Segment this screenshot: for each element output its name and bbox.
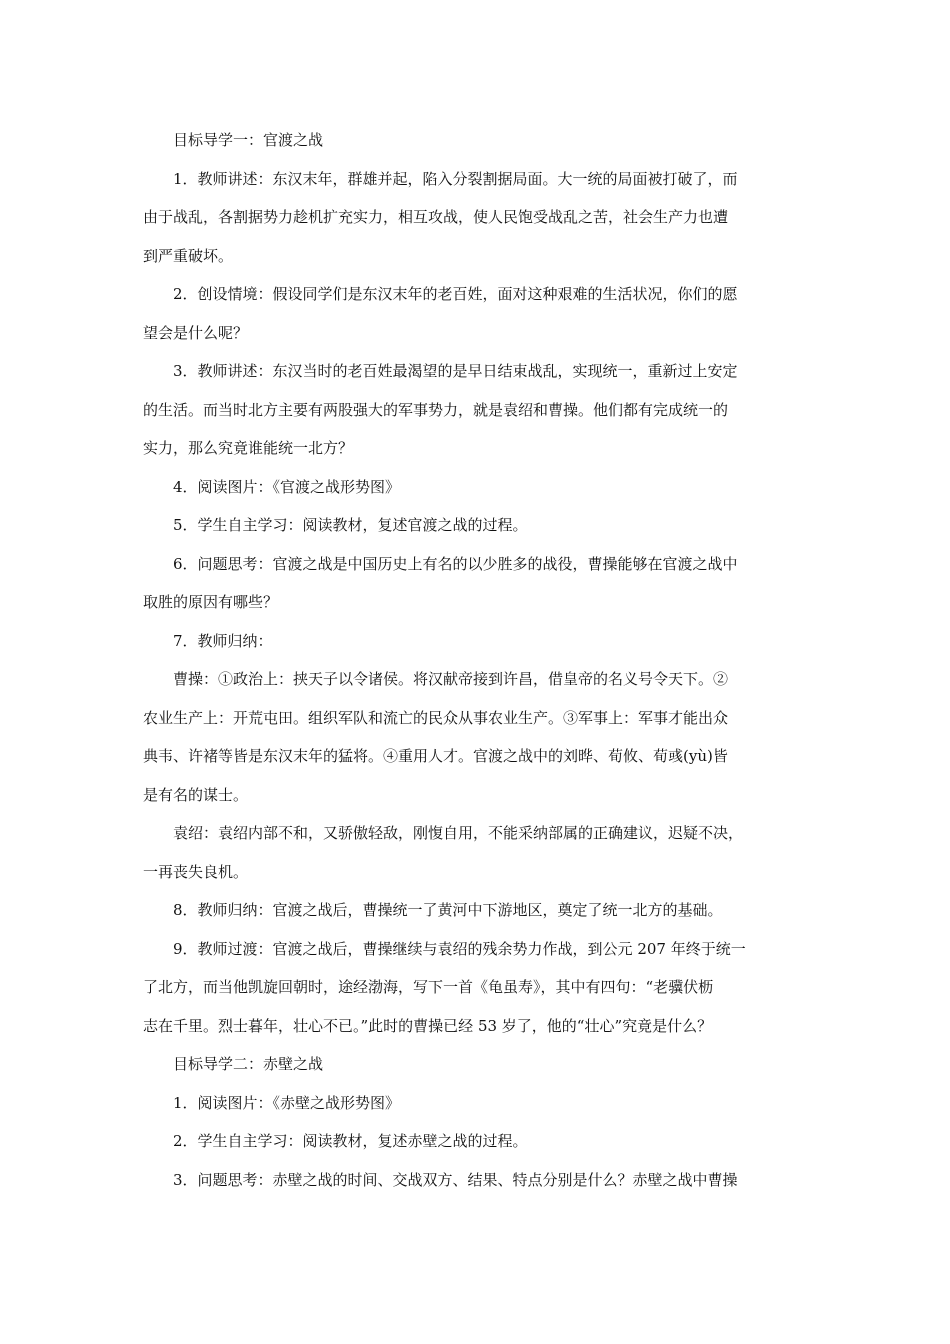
text-line: 8．教师归纳：官渡之战后，曹操统一了黄河中下游地区，奠定了统一北方的基础。: [173, 901, 723, 919]
paragraph: [143, 545, 809, 622]
text-line: 3．问题思考：赤壁之战的时间、交战双方、结果、特点分别是什么？赤壁之战中曹操: [173, 1170, 738, 1189]
text-line: 2．创设情境：假设同学们是东汉末年的老百姓，面对这种艰难的生活状况，你们的愿: [173, 285, 738, 303]
text-line: 曹操：①政治上：挟天子以令诸侯。将汉献帝接到许昌，借皇帝的名义号令天下。②: [173, 670, 729, 688]
text-line: 是有名的谋士。: [143, 785, 249, 804]
paragraph: [143, 160, 809, 276]
text-line: 2．学生自主学习：阅读教材，复述赤壁之战的过程。: [173, 1132, 528, 1150]
text-line: 9．教师过渡：官渡之战后，曹操继续与袁绍的残余势力作战，到公元 207 年终于统一: [173, 939, 746, 958]
paragraph: [143, 891, 809, 930]
section-heading: [143, 1045, 809, 1084]
paragraph: [143, 930, 809, 1046]
text-line: 志在千里。烈士暮年，壮心不已。”此时的曹操已经 53 岁了，他的“壮心”究竟是什么？: [143, 1016, 713, 1035]
paragraph: [143, 468, 809, 507]
text-line: 由于战乱，各割据势力趁机扩充实力，相互攻战，使人民饱受战乱之苦，社会生产力也遭: [143, 208, 729, 226]
text-line: 农业生产上：开荒屯田。组织军队和流亡的民众从事农业生产。③军事上：军事才能出众: [143, 708, 729, 727]
text-line: 3．教师讲述：东汉当时的老百姓最渴望的是早日结束战乱，实现统一，重新过上安定: [173, 362, 738, 380]
text-line: 实力，那么究竟谁能统一北方？: [143, 439, 354, 457]
paragraph: [143, 506, 809, 545]
section-heading: [143, 121, 809, 160]
paragraph: [143, 1122, 809, 1161]
text-line: 目标导学二：赤壁之战: [173, 1055, 324, 1073]
text-line: 的生活。而当时北方主要有两股强大的军事势力，就是袁绍和曹操。他们都有完成统一的: [143, 400, 729, 419]
document-body: [143, 121, 809, 1199]
paragraph: [143, 1161, 809, 1200]
text-line: 了北方，而当他凯旋回朝时，途经渤海，写下一首《龟虽寿》，其中有四句：“老骥伏枥: [143, 978, 714, 996]
text-line: 典韦、许褚等皆是东汉末年的猛将。④重用人才。官渡之战中的刘晔、荀攸、荀彧(yù)皆: [143, 747, 728, 765]
paragraph: [143, 275, 809, 352]
text-line: 1．阅读图片：《赤壁之战形势图》: [173, 1093, 401, 1112]
text-line: 取胜的原因有哪些？: [143, 593, 279, 611]
paragraph: [143, 660, 809, 814]
text-line: 5．学生自主学习：阅读教材，复述官渡之战的过程。: [173, 516, 528, 534]
text-line: 1．教师讲述：东汉末年，群雄并起，陷入分裂割据局面。大一统的局面被打破了，而: [173, 169, 738, 188]
paragraph: [143, 814, 809, 891]
text-line: 一再丧失良机。: [143, 862, 249, 881]
text-line: 袁绍：袁绍内部不和，又骄傲轻敌，刚愎自用，不能采纳部属的正确建议，迟疑不决，: [173, 824, 744, 842]
text-line: 6．问题思考：官渡之战是中国历史上有名的以少胜多的战役，曹操能够在官渡之战中: [173, 554, 738, 573]
text-line: 4．阅读图片：《官渡之战形势图》: [173, 477, 401, 496]
paragraph: [143, 622, 809, 661]
text-line: 望会是什么呢？: [143, 323, 249, 342]
text-line: 到严重破坏。: [143, 246, 234, 265]
text-line: 目标导学一：官渡之战: [173, 131, 324, 149]
text-line: 7．教师归纳：: [173, 631, 273, 650]
paragraph: [143, 1084, 809, 1123]
paragraph: [143, 352, 809, 468]
